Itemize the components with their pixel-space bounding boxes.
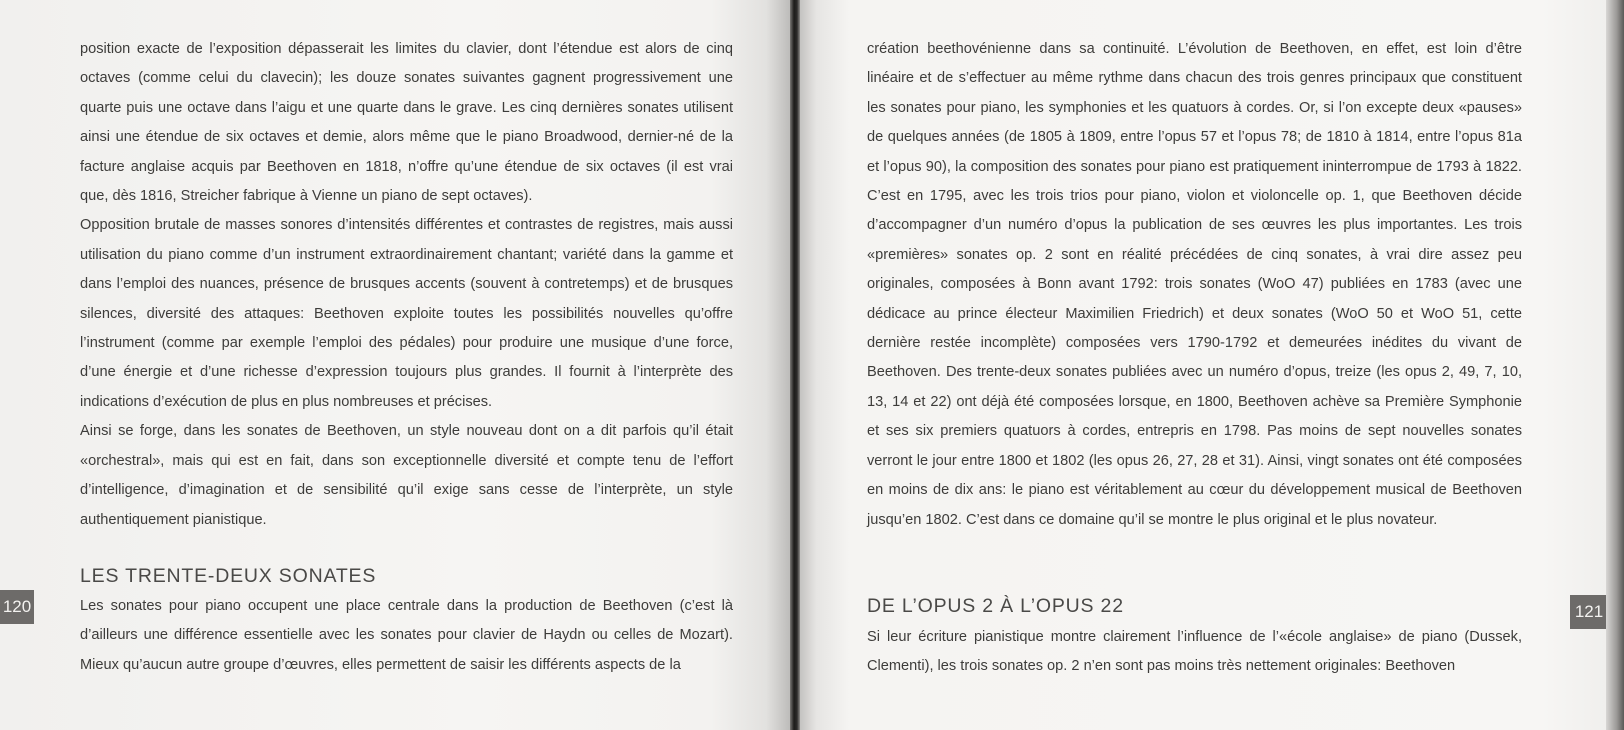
left-section-heading: LES TRENTE-DEUX SONATES — [80, 565, 377, 587]
left-section-body — [80, 592, 733, 680]
right-section-paragraph: Si leur écriture pianistique montre clairement l’influence de l’«école anglaise» de piano (Dussek, Clementi), les trois sonates op. 2 n’en sont pas moins très nettement originales: Beethoven — [867, 629, 1522, 675]
right-page-number: 121 — [1574, 602, 1604, 621]
left-paragraph-1: position exacte de l’exposition dépasserait les limites du clavier, dont l’étendue est alors de cinq octaves (comme celui du clavecin); les douze sonates suivantes gagnent progressivement une quarte puis une octave dans l’aigu et une quarte dans le grave. Les cinq dernières sonates utilisent ainsi une étendue de six octaves et demie, alors même que le piano Broadwood, dernier-né de la facture anglaise acquis par Beethoven en 1818, n’offre qu’une étendue de six octaves (il est vrai que, dès 1816, Streicher fabrique à Vienne un piano de sept octaves). — [80, 41, 733, 205]
book-spine — [790, 0, 800, 730]
left-page — [0, 0, 790, 730]
right-page-body — [867, 35, 1522, 535]
right-page-number-tab — [1570, 595, 1608, 629]
right-section-body — [867, 623, 1522, 682]
left-page-number: 120 — [2, 597, 32, 616]
left-section-paragraph: Les sonates pour piano occupent une place centrale dans la production de Beethoven (c’est là d’ailleurs une différence essentielle avec les sonates pour clavier de Haydn ou celles de Mozart). Mieux qu’aucun autre groupe d’œuvres, elles permettent de saisir les différents aspects de la — [80, 598, 733, 673]
left-paragraph-3: Ainsi se forge, dans les sonates de Beethoven, un style nouveau dont on a dit parfois qu’il était «orchestral», mais qui est en fait, dans son exceptionnelle diversité et compte tenu de l’effort d’intelligence, d’imagination et de sensibilité qu’il exige sans cesse de l’interprète, un style authentiquement pianistique. — [80, 423, 733, 528]
page-edge — [1606, 0, 1624, 730]
left-page-number-tab — [0, 590, 34, 624]
left-paragraph-2: Opposition brutale de masses sonores d’intensités différentes et contrastes de registres, mais aussi utilisation du piano comme d’un instrument extraordinairement chantant; variété dans la gamme et dans l’emploi des nuances, présence de brusques accents (souvent à contretemps) et de brusques silences, diversité des attaques: Beethoven exploite toutes les possibilités nouvelles qu’offre l’instrument (comme par exemple l’emploi des pédales) pour produire une musique d’une force, d’une énergie et d’une richesse d’expression toujours plus grandes. Il fournit à l’interprète des indications d’exécution de plus en plus nombreuses et précises. — [80, 217, 733, 410]
right-section-heading: DE L’OPUS 2 À L’OPUS 22 — [867, 595, 1124, 617]
left-page-body — [80, 35, 733, 535]
right-paragraph-1: création beethovénienne dans sa continuité. L’évolution de Beethoven, en effet, est loin d’être linéaire et de s’effectuer au même rythme dans chacun des trois genres principaux que constituent les sonates pour piano, les symphonies et les quatuors à cordes. Or, si l’on excepte deux «pauses» de quelques années (de 1805 à 1809, entre l’opus 57 et l’opus 78; de 1810 à 1814, entre l’opus 81a et l’opus 90), la composition des sonates pour piano est pratiquement ininterrompue de 1793 à 1822. C’est en 1795, avec les trois trios pour piano, violon et violoncelle op. 1, que Beethoven décide d’accompagner d’un numéro d’opus la publication de ses œuvres les plus importantes. Les trois «premières» sonates op. 2 sont en réalité précédées de cinq sonates, à vrai dire assez peu originales, composées à Bonn avant 1792: trois sonates (WoO 47) publiées en 1783 (avec une dédicace au prince électeur Maximilien Friedrich) et deux sonates (WoO 50 et WoO 51, cette dernière restée incomplète) composées vers 1790-1792 et demeurées inédites du vivant de Beethoven. Des trente-deux sonates publiées avec un numéro d’opus, treize (les opus 2, 49, 7, 10, 13, 14 et 22) ont déjà été composées lorsque, en 1800, Beethoven achève sa Première Symphonie et ses six premiers quatuors à cordes, entrepris en 1798. Pas moins de sept nouvelles sonates verront le jour entre 1800 et 1802 (les opus 26, 27, 28 et 31). Ainsi, vingt sonates ont été composées en moins de dix ans: le piano est véritablement au cœur du développement musical de Beethoven jusqu’en 1802. C’est dans ce domaine qu’il se montre le plus original et le plus novateur. — [867, 41, 1522, 528]
